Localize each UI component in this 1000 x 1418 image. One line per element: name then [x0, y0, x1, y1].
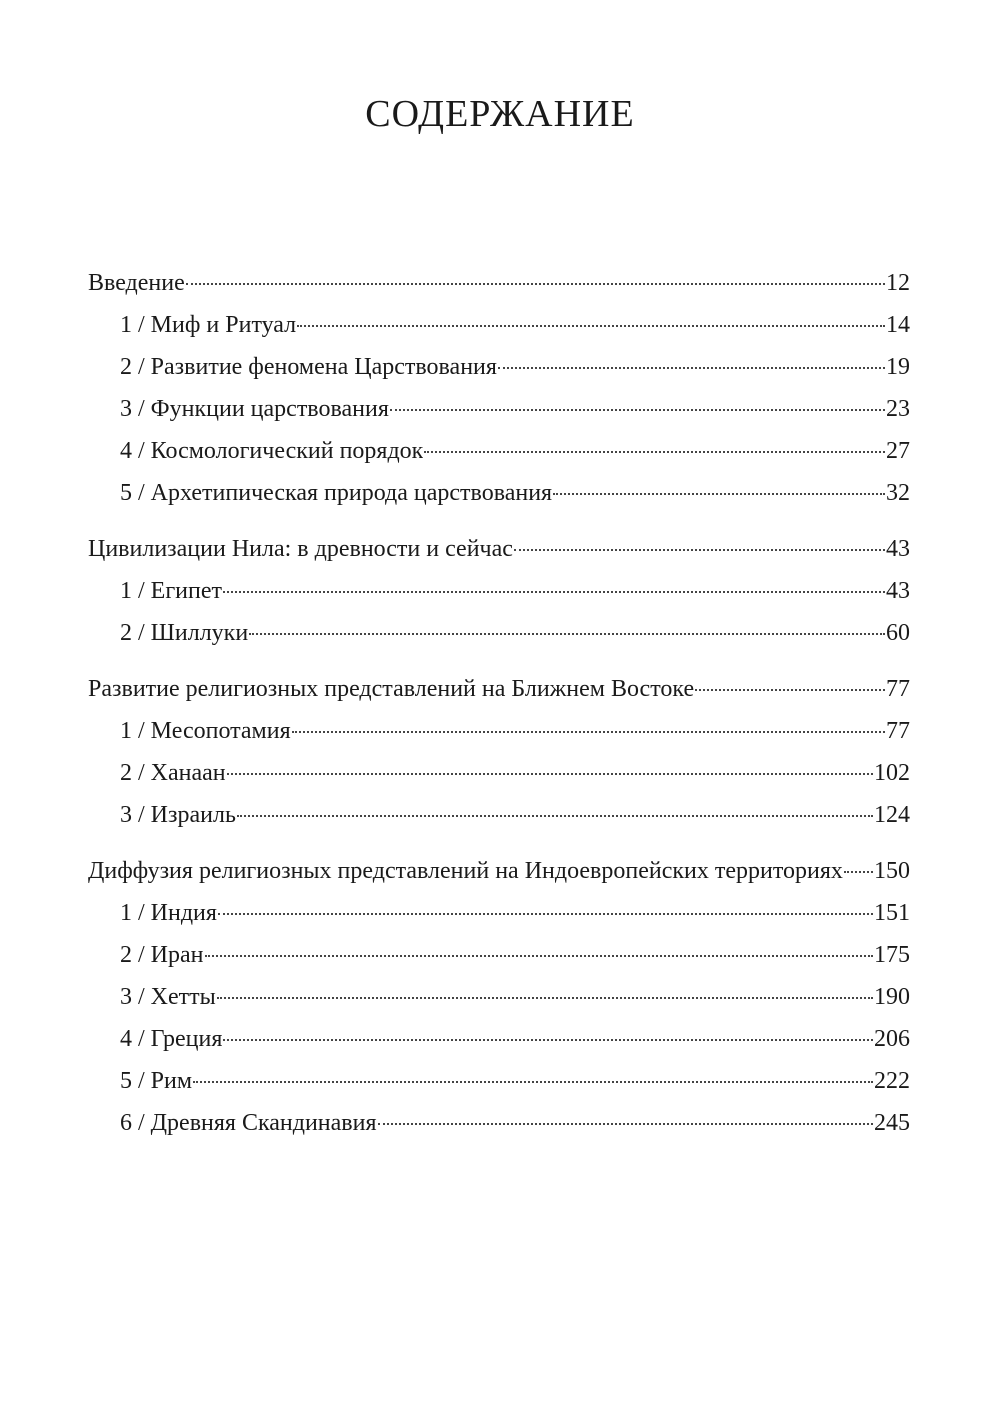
page-title: СОДЕРЖАНИЕ	[365, 93, 635, 135]
toc-page-number: 27	[886, 438, 910, 464]
toc-heading[interactable]	[88, 668, 910, 710]
toc-page-number: 12	[886, 270, 910, 296]
toc-section-introduction	[88, 262, 910, 514]
toc-entry-label: 2 / Иран	[120, 942, 204, 968]
dot-leader	[237, 815, 873, 817]
toc-entry-label: 2 / Ханаан	[120, 760, 226, 786]
dot-leader	[223, 1039, 873, 1041]
dot-leader	[218, 913, 873, 915]
toc-entry[interactable]	[88, 612, 910, 654]
toc-entry-label: 2 / Развитие феномена Царствования	[120, 354, 497, 380]
toc-entry-label: 4 / Греция	[120, 1026, 223, 1052]
dot-leader	[249, 633, 885, 635]
toc-entry[interactable]	[88, 976, 910, 1018]
toc-entry-label: 5 / Рим	[120, 1068, 193, 1094]
toc-heading-label: Введение	[88, 270, 185, 296]
toc-page-number: 245	[874, 1110, 910, 1136]
toc-entry-label: 5 / Архетипическая природа царствования	[120, 480, 553, 506]
toc-section-near-east	[88, 668, 910, 836]
dot-leader	[390, 409, 885, 411]
dot-leader	[424, 451, 885, 453]
toc-page-number: 124	[874, 802, 910, 828]
toc-heading[interactable]	[88, 528, 910, 570]
dot-leader	[378, 1123, 873, 1125]
dot-leader	[553, 493, 885, 495]
toc-entry[interactable]	[88, 388, 910, 430]
dot-leader	[695, 689, 885, 691]
toc-entry-label: 4 / Космологический порядок	[120, 438, 424, 464]
toc-page-number: 19	[886, 354, 910, 380]
toc-heading[interactable]	[88, 262, 910, 304]
toc-section-nile	[88, 528, 910, 654]
table-of-contents	[88, 262, 910, 1158]
toc-page-number: 77	[886, 718, 910, 744]
toc-entry[interactable]	[88, 1102, 910, 1144]
toc-page-number: 190	[874, 984, 910, 1010]
dot-leader	[205, 955, 874, 957]
toc-entry[interactable]	[88, 472, 910, 514]
dot-leader	[217, 997, 873, 999]
toc-entry-label: 3 / Функции царствования	[120, 396, 389, 422]
toc-entry[interactable]	[88, 430, 910, 472]
toc-entry-label: 1 / Миф и Ритуал	[120, 312, 297, 338]
toc-page-number: 206	[874, 1026, 910, 1052]
toc-entry[interactable]	[88, 892, 910, 934]
toc-entry[interactable]	[88, 1060, 910, 1102]
toc-entry[interactable]	[88, 570, 910, 612]
toc-entry-label: 3 / Израиль	[120, 802, 236, 828]
toc-page-number: 222	[874, 1068, 910, 1094]
dot-leader	[514, 549, 885, 551]
toc-entry[interactable]	[88, 934, 910, 976]
toc-entry-label: 3 / Хетты	[120, 984, 216, 1010]
dot-leader	[498, 367, 885, 369]
toc-heading[interactable]	[88, 850, 910, 892]
toc-page-number: 150	[874, 858, 910, 884]
toc-page-number: 43	[886, 536, 910, 562]
toc-entry-label: 1 / Месопотамия	[120, 718, 291, 744]
dot-leader	[186, 283, 885, 285]
toc-entry-label: 1 / Индия	[120, 900, 217, 926]
toc-page-number: 77	[886, 676, 910, 702]
toc-page-number: 32	[886, 480, 910, 506]
toc-entry[interactable]	[88, 752, 910, 794]
toc-entry-label: 2 / Шиллуки	[120, 620, 249, 646]
toc-heading-label: Диффузия религиозных представлений на Индоевропейских территориях	[88, 858, 843, 884]
dot-leader	[193, 1081, 873, 1083]
dot-leader	[292, 731, 885, 733]
dot-leader	[297, 325, 885, 327]
dot-leader	[223, 591, 885, 593]
toc-page-number: 14	[886, 312, 910, 338]
toc-page-number: 60	[886, 620, 910, 646]
toc-entry[interactable]	[88, 794, 910, 836]
toc-page-number: 43	[886, 578, 910, 604]
toc-entry-label: 1 / Египет	[120, 578, 222, 604]
toc-heading-label: Цивилизации Нила: в древности и сейчас	[88, 536, 513, 562]
dot-leader	[844, 871, 873, 873]
toc-entry-label: 6 / Древняя Скандинавия	[120, 1110, 377, 1136]
toc-heading-label: Развитие религиозных представлений на Ближнем Востоке	[88, 676, 695, 702]
toc-entry[interactable]	[88, 1018, 910, 1060]
toc-page-number: 175	[874, 942, 910, 968]
toc-section-indo-european	[88, 850, 910, 1144]
toc-page-number: 23	[886, 396, 910, 422]
toc-entry[interactable]	[88, 346, 910, 388]
toc-page-number: 102	[874, 760, 910, 786]
toc-entry[interactable]	[88, 304, 910, 346]
toc-entry[interactable]	[88, 710, 910, 752]
dot-leader	[227, 773, 873, 775]
toc-page-number: 151	[874, 900, 910, 926]
